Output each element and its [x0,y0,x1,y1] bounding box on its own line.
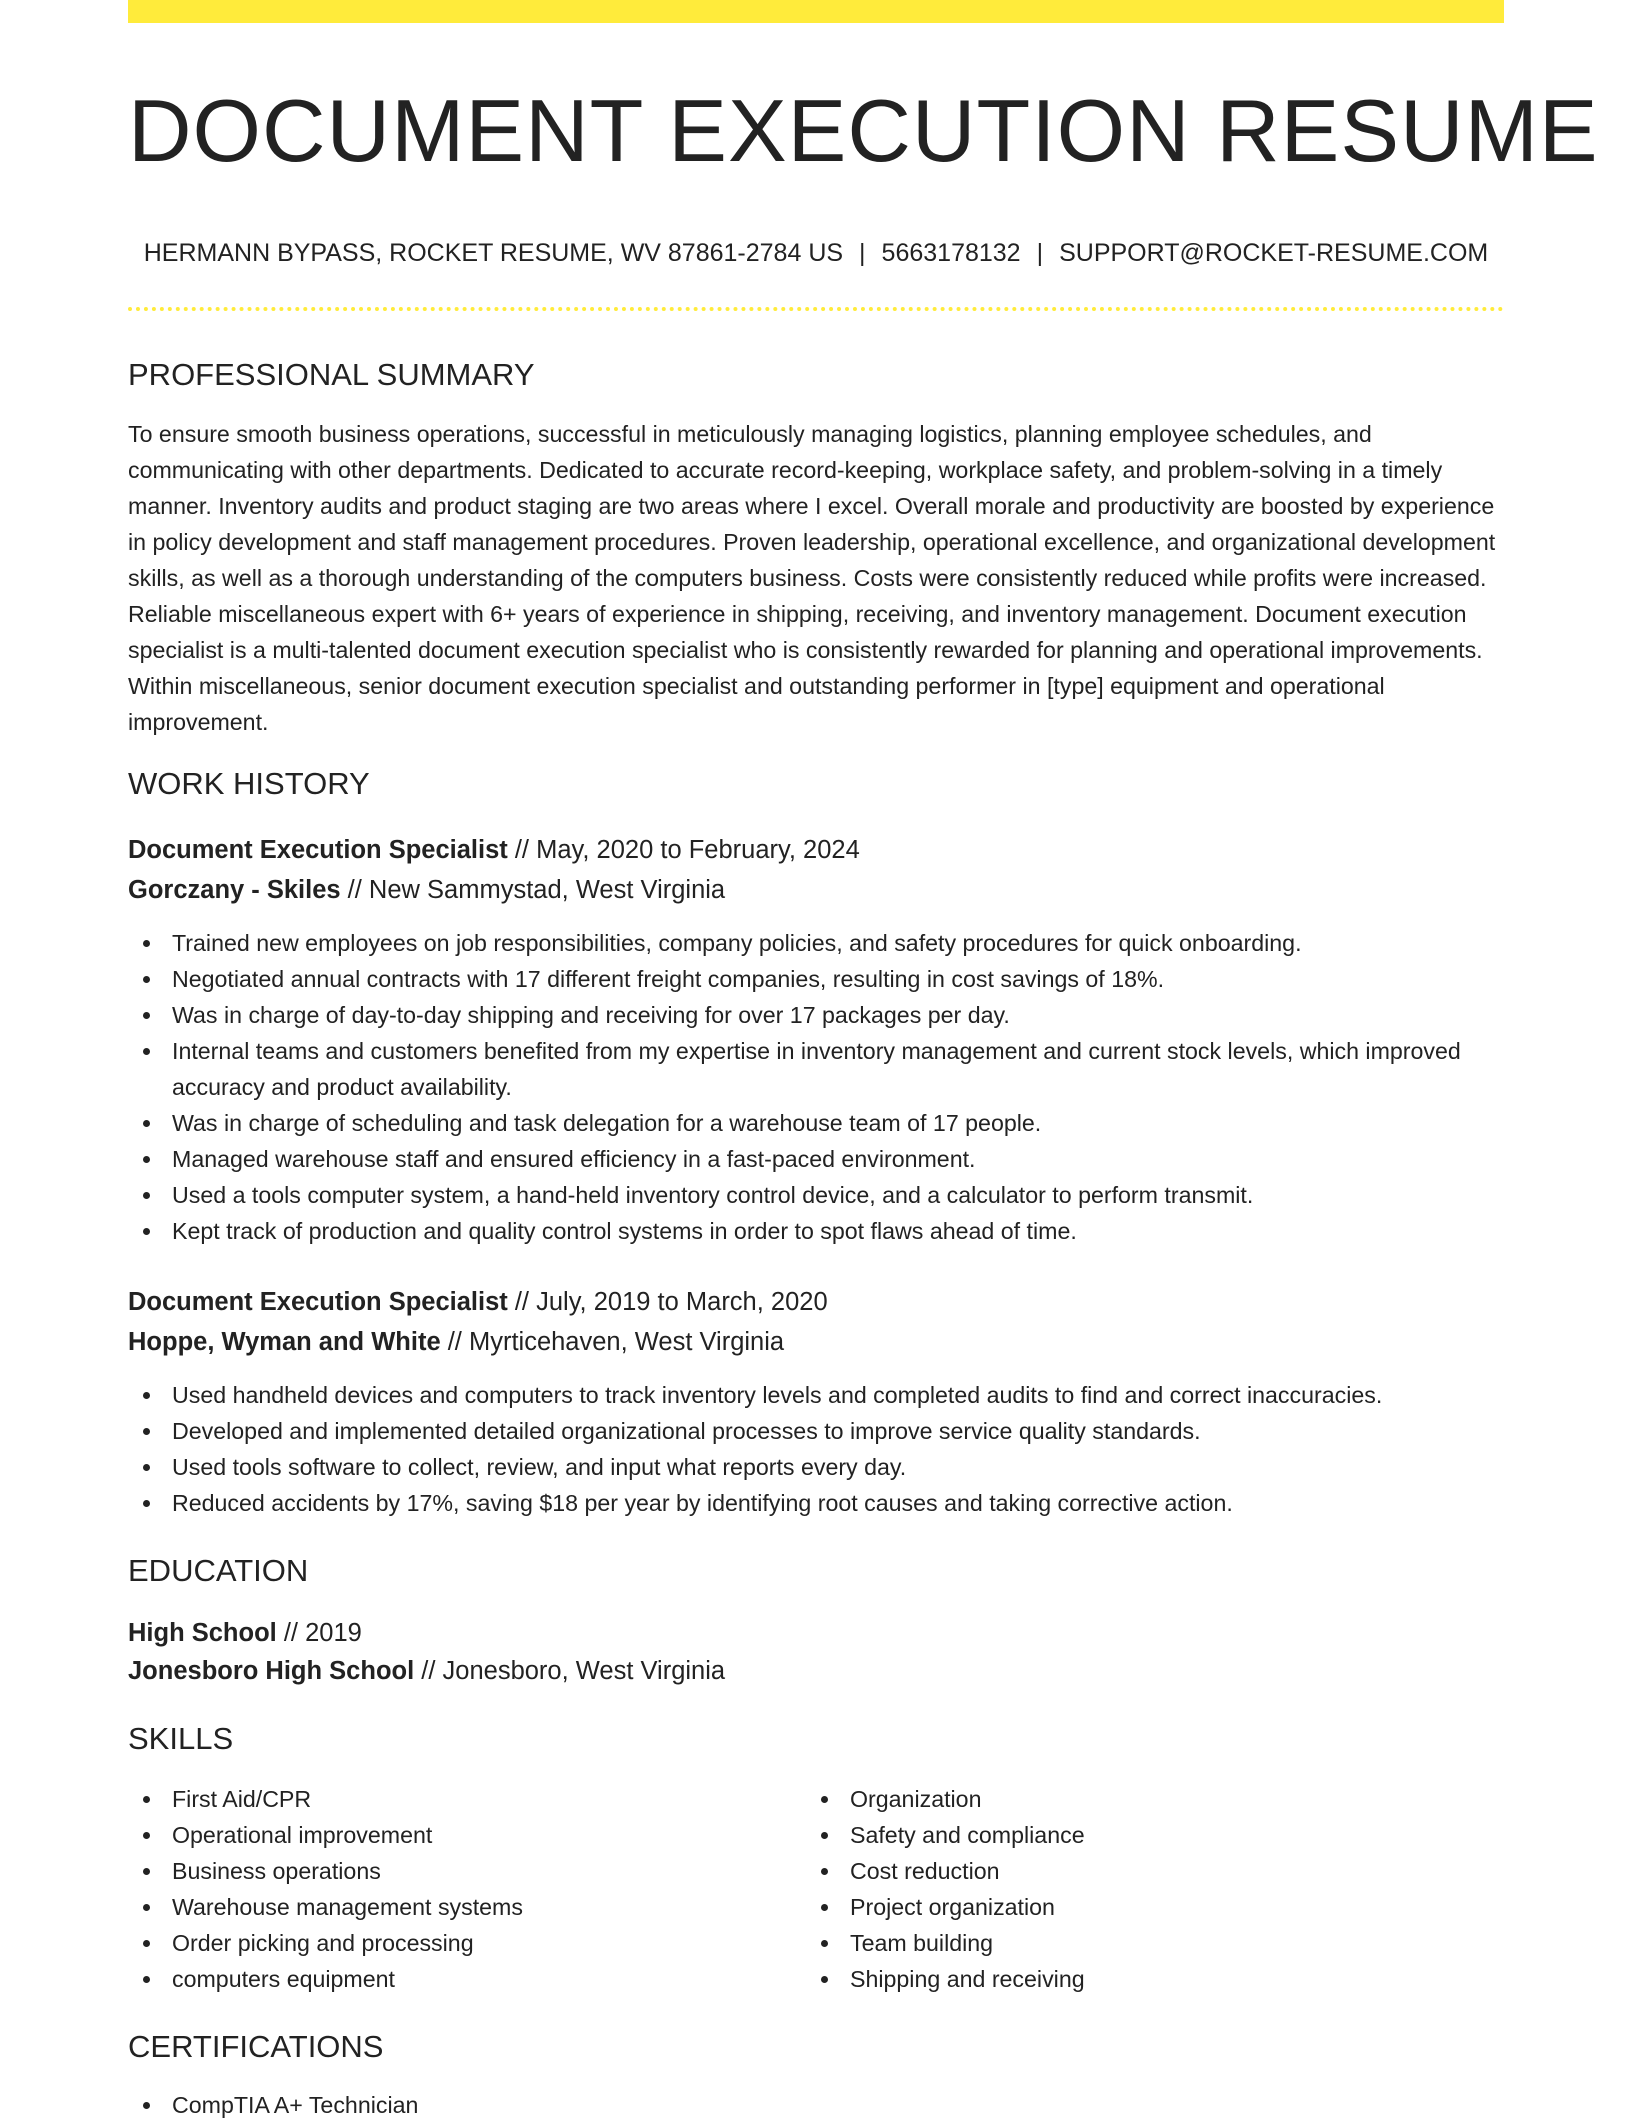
job-title: Document Execution Specialist [128,1288,508,1316]
list-item: Developed and implemented detailed organizational processes to improve service quality standards. [128,1413,1504,1449]
job-title: Document Execution Specialist [128,836,508,864]
job-dates: // July, 2019 to March, 2020 [507,1288,828,1316]
list-item: Internal teams and customers benefited from my expertise in inventory management and current stock levels, which improved accuracy and product availability. [128,1033,1504,1105]
work-history-heading: WORK HISTORY [128,766,370,801]
contact-phone: 5663178132 [881,239,1021,267]
skill-item: Cost reduction [806,1853,1632,1889]
summary-heading: PROFESSIONAL SUMMARY [128,357,535,392]
skill-item: Order picking and processing [128,1925,1504,1961]
list-item: Reduced accidents by 17%, saving $18 per year by identifying root causes and taking corrective action. [128,1485,1504,1521]
contact-separator: | [859,239,866,267]
certifications-heading: CERTIFICATIONS [128,2029,384,2064]
skill-item: Project organization [806,1889,1632,1925]
skill-item: computers equipment [128,1961,1504,1997]
list-item: Was in charge of scheduling and task delegation for a warehouse team of 17 people. [128,1105,1504,1141]
education-heading: EDUCATION [128,1553,309,1588]
list-item: Used a tools computer system, a hand-held inventory control device, and a calculator to perform transmit. [128,1177,1504,1213]
skill-item: Shipping and receiving [806,1961,1632,1997]
contact-email: SUPPORT@ROCKET-RESUME.COM [1059,239,1489,267]
education-degree-line [128,1613,1504,1653]
list-item: Used handheld devices and computers to track inventory levels and completed audits to find and correct inaccuracies. [128,1377,1504,1413]
resume-page [128,0,1599,2118]
skill-item: Operational improvement [128,1817,1504,1853]
accent-bar [128,0,1504,23]
skill-item: Business operations [128,1853,1504,1889]
contact-separator: | [1036,239,1044,267]
job-company: Gorczany - Skiles [128,876,341,904]
list-item: Managed warehouse staff and ensured efficiency in a fast-paced environment. [128,1141,1504,1177]
list-item: Used tools software to collect, review, and input what reports every day. [128,1449,1504,1485]
job-location: // Myrticehaven, West Virginia [440,1328,785,1356]
job-company: Hoppe, Wyman and White [128,1328,441,1356]
summary-text: To ensure smooth business operations, successful in meticulously managing logistics, planning employee schedules, and communicating with other departments. Dedicated to accurate record-keeping, workplace safety, and problem-solving in a timely manner. Inventory audits and product staging are two areas where I excel. Overall morale and productivity are boosted by experience in policy development and staff management procedures. Proven leadership, operational excellence, and organizational development skills, as well as a thorough understanding of the computers business. Costs were consistently reduced while profits were increased. Reliable miscellaneous expert with 6+ years of experience in shipping, receiving, and inventory management. Document execution specialist is a multi-talented document execution specialist who is consistently rewarded for planning and operational improvements. Within miscellaneous, senior document execution specialist and outstanding performer in [type] equipment and operational improvement. [128,421,1496,735]
contact-address: HERMANN BYPASS, ROCKET RESUME, WV 87861-2784 US [143,239,844,267]
skills-right-list [806,1781,1632,1997]
job-bullets [128,1377,1504,1521]
dotted-divider [128,307,1504,311]
education-year: // 2019 [276,1619,362,1647]
education-degree: High School [128,1619,277,1647]
contact-line [128,236,1504,270]
job-location: // New Sammystad, West Virginia [340,876,726,904]
skill-item: Organization [806,1781,1632,1817]
skill-item: Team building [806,1925,1632,1961]
list-item: Kept track of production and quality control systems in order to spot flaws ahead of time. [128,1213,1504,1249]
skills-heading: SKILLS [128,1721,234,1756]
job-company-line [128,870,1504,910]
certifications-list [128,2087,1504,2123]
job-title-line [128,830,1504,870]
job-dates: // May, 2020 to February, 2024 [507,836,860,864]
skill-item: Safety and compliance [806,1817,1632,1853]
page-title: DOCUMENT EXECUTION RESUME [128,81,1599,180]
education-school: Jonesboro High School [128,1657,415,1685]
job-title-line [128,1282,1504,1322]
job-company-line [128,1322,1504,1362]
job-bullets [128,925,1504,1249]
skill-item: First Aid/CPR [128,1781,1504,1817]
certification-item: CompTIA A+ Technician [128,2087,1504,2123]
education-location: // Jonesboro, West Virginia [414,1657,726,1685]
list-item: Negotiated annual contracts with 17 different freight companies, resulting in cost savings of 18%. [128,961,1504,997]
skill-item: Warehouse management systems [128,1889,1504,1925]
list-item: Was in charge of day-to-day shipping and receiving for over 17 packages per day. [128,997,1504,1033]
education-school-line [128,1651,1504,1691]
list-item: Trained new employees on job responsibilities, company policies, and safety procedures for quick onboarding. [128,925,1504,961]
